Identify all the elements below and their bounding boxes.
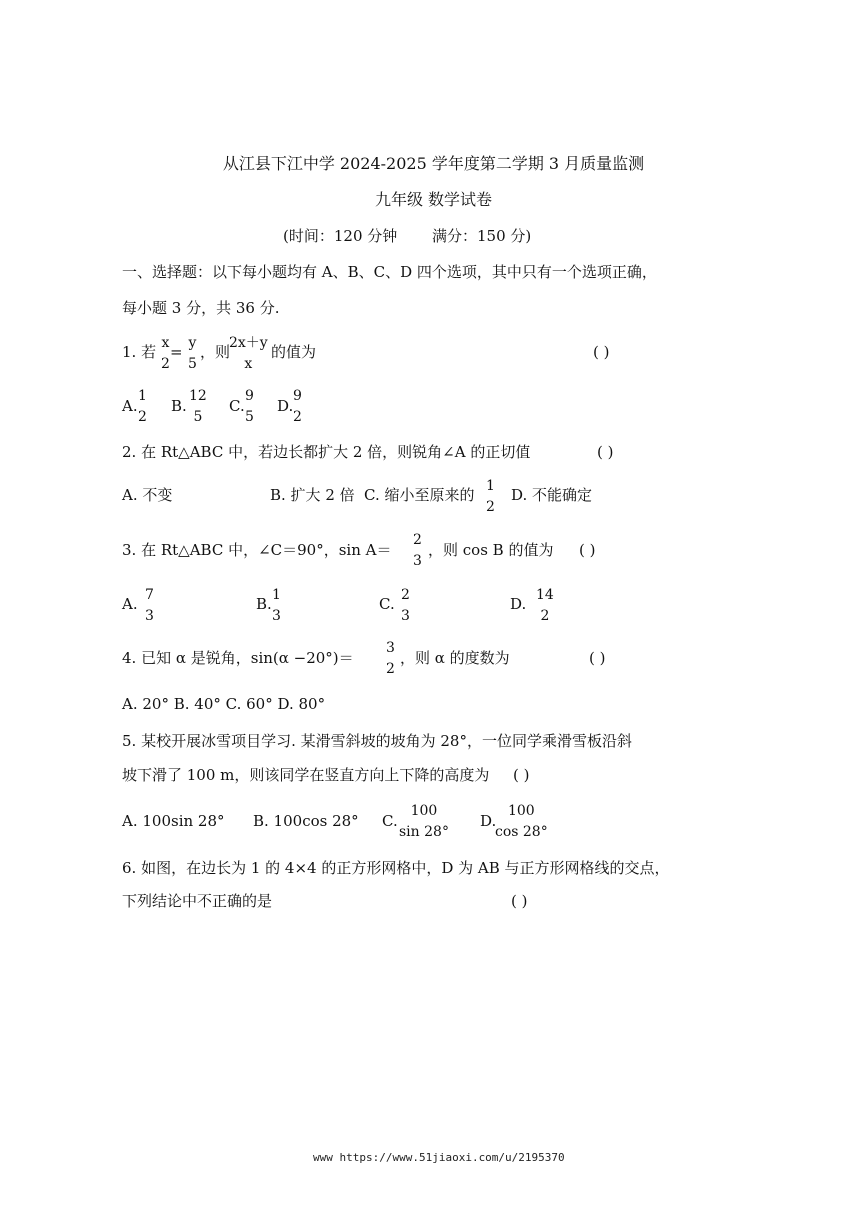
q5-option-a: A. 100sin 28° bbox=[122, 812, 225, 830]
q6-line2: 下列结论中不正确的是 bbox=[122, 892, 273, 910]
q3-option-c-label: C. bbox=[379, 595, 395, 613]
time-info: (时间：120 分钟 bbox=[283, 227, 398, 245]
q3-option-a-value: 7 3 bbox=[145, 587, 154, 624]
q1-fraction-y5: y 5 bbox=[188, 335, 197, 372]
q1-option-c-label: C. bbox=[229, 397, 245, 415]
q3-stem: 3. 在 Rt△ABC 中，∠C＝90°，sin A＝ bbox=[122, 541, 392, 559]
q2-option-c: C. 缩小至原来的 bbox=[364, 486, 475, 504]
section-instructions-line1: 一、选择题：以下每小题均有 A、B、C、D 四个选项，其中只有一个选项正确， bbox=[122, 263, 657, 281]
q4-fraction: 3 2 bbox=[386, 640, 395, 677]
exam-title: 从江县下江中学 2024-2025 学年度第二学期 3 月质量监测 bbox=[222, 154, 645, 173]
footer-url: www https://www.51jiaoxi.com/u/2195370 bbox=[313, 1151, 565, 1164]
q2-option-b: B. 扩大 2 倍 bbox=[270, 486, 355, 504]
q5-option-c-label: C. bbox=[382, 812, 398, 830]
q3-option-c-value: 2 3 bbox=[401, 587, 410, 624]
section-instructions-line2: 每小题 3 分，共 36 分. bbox=[122, 299, 280, 317]
q3-stem-end: ，则 cos B 的值为 bbox=[428, 541, 554, 559]
q2-stem: 2. 在 Rt△ABC 中，若边长都扩大 2 倍，则锐角∠A 的正切值 bbox=[122, 443, 531, 461]
q6-line1: 6. 如图，在边长为 1 的 4×4 的正方形网格中，D 为 AB 与正方形网格线的交点， bbox=[122, 859, 670, 877]
q1-option-c-value: 9 5 bbox=[245, 388, 254, 425]
q5-option-d-label: D. bbox=[480, 812, 497, 830]
q1-option-a-value: 1 2 bbox=[138, 388, 147, 425]
q4-answer-bracket: ( ) bbox=[589, 649, 606, 667]
q1-fraction-x2: x 2 bbox=[161, 335, 170, 372]
q1-option-b-label: B. bbox=[171, 397, 187, 415]
q5-option-c-fraction: 100 sin 28° bbox=[399, 803, 449, 840]
q1-option-d-label: D. bbox=[277, 397, 294, 415]
q1-suffix: 的值为 bbox=[271, 343, 317, 361]
q4-stem: 4. 已知 α 是锐角，sin(α −20°)＝ bbox=[122, 649, 354, 667]
q1-option-a-label: A. bbox=[122, 397, 138, 415]
q3-option-d-label: D. bbox=[510, 595, 527, 613]
q3-fraction: 2 3 bbox=[413, 532, 422, 569]
q5-answer-bracket: ( ) bbox=[513, 766, 530, 784]
q3-option-b-label: B. bbox=[256, 595, 272, 613]
q4-options: A. 20° B. 40° C. 60° D. 80° bbox=[122, 695, 326, 713]
q3-option-a-label: A. bbox=[122, 595, 138, 613]
exam-subtitle: 九年级 数学试卷 bbox=[374, 190, 493, 209]
q3-answer-bracket: ( ) bbox=[579, 541, 596, 559]
q2-answer-bracket: ( ) bbox=[597, 443, 614, 461]
q1-prefix: 1. 若 bbox=[122, 343, 157, 361]
q5-line2: 坡下滑了 100 m，则该同学在竖直方向上下降的高度为 bbox=[122, 766, 490, 784]
q5-option-d-fraction: 100 cos 28° bbox=[495, 803, 548, 840]
q1-option-d-value: 9 2 bbox=[293, 388, 302, 425]
q1-fraction-expr: 2x＋y x bbox=[229, 335, 268, 372]
score-info: 满分：150 分) bbox=[432, 227, 532, 245]
q2-option-c-fraction: 1 2 bbox=[486, 478, 495, 515]
q3-option-b-value: 1 3 bbox=[272, 587, 281, 624]
q1-mid: ，则 bbox=[200, 343, 231, 361]
q1-answer-bracket: ( ) bbox=[593, 343, 610, 361]
q1-equals: = bbox=[170, 343, 183, 361]
q1-option-b-value: 12 5 bbox=[189, 388, 207, 425]
q4-stem-end: ，则 α 的度数为 bbox=[400, 649, 510, 667]
q2-option-d: D. 不能确定 bbox=[511, 486, 593, 504]
q5-line1: 5. 某校开展冰雪项目学习. 某滑雪斜坡的坡角为 28°，一位同学乘滑雪板沿斜 bbox=[122, 732, 632, 750]
q3-option-d-value: 14 2 bbox=[536, 587, 554, 624]
q6-answer-bracket: ( ) bbox=[511, 892, 528, 910]
q5-option-b: B. 100cos 28° bbox=[253, 812, 359, 830]
q2-option-a: A. 不变 bbox=[122, 486, 173, 504]
